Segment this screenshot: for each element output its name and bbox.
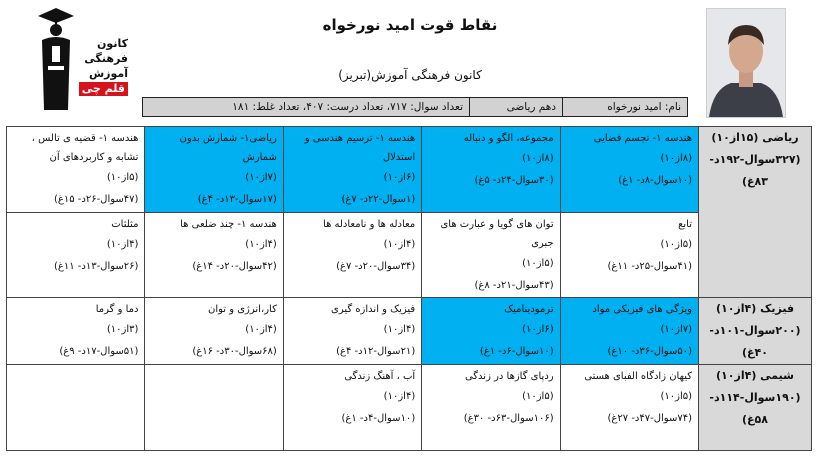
table-row [7,365,812,451]
topic-cell: معادله ها و نامعادله ها (۴از۱۰) (۳۴سوال-۲۰د- ۷غ) [283,213,421,298]
student-info-bar [142,97,688,117]
topic-cell: ترمودینامیک (۶از۱۰) (۱۰سوال-۶د- ۱غ) [422,298,560,365]
student-portrait-icon [707,9,785,117]
topic-cell: هندسه ۱- ترسیم هندسی و استدلال (۶از۱۰) (۱سوال-۲۲د- ۷غ) [283,127,421,213]
topic-cell: کار،انرژی و توان (۴از۱۰) (۶۸سوال-۳۰د- ۱۶غ) [145,298,283,365]
topic-cell: ویژگی های فیزیکی مواد (۷از۱۰) (۵۰سوال-۳۶د- ۱۰غ) [560,298,698,365]
topic-cell: هندسه ۱- چند ضلعی ها (۴از۱۰) (۴۲سوال-۲۰د- ۱۴غ) [145,213,283,298]
topic-cell: هندسه ۱- تجسم فضایی (۸از۱۰) (۱۰سوال-۸د- ۱غ) [560,127,698,213]
topic-cell: ریاضی۱- شمارش بدون شمارش (۷از۱۰) (۱۷سوال-۱۳د- ۴غ) [145,127,283,213]
topic-cell: آب ، آهنگ زندگی (۴از۱۰) (۱۰سوال-۴د- ۱غ) [283,365,421,451]
topic-cell: توان های گویا و عبارت های جبری (۵از۱۰) (۴۳سوال-۲۱د- ۸غ) [422,213,560,298]
topic-cell: مثلثات (۴از۱۰) (۲۶سوال-۱۳د- ۱۱غ) [7,213,145,298]
brand-text: کانون فرهنگی آموزش قلم چی [70,36,128,96]
topic-cell: تابع (۵از۱۰) (۴۱سوال-۲۵د- ۱۱غ) [560,213,698,298]
strengths-table [6,126,812,451]
brand-badge: قلم چی [79,82,128,96]
topic-cell: هندسه ۱- قضیه ی تالس ، تشابه و کاربردهای آن (۵از۱۰) (۴۷سوال-۲۶د- ۱۵غ) [7,127,145,213]
brand-logo [34,6,126,116]
student-stats: تعداد سوال: ۷۱۷، تعداد درست: ۴۰۷، تعداد غلط: ۱۸۱ [232,101,463,113]
topic-cell-empty [145,365,283,451]
page-title: نقاط قوت امید نورخواه [322,16,498,34]
student-name: نام: امید نورخواه [562,98,687,116]
student-photo [706,8,786,118]
page-subtitle: کانون فرهنگی آموزش(تبریز) [338,68,482,82]
topic-cell: مجموعه، الگو و دنباله (۸از۱۰) (۳۰سوال-۲۴د- ۵غ) [422,127,560,213]
subject-cell-chemistry: شیمی (۴از۱۰) (۱۹۰سوال-۱۱۴د- ۵۸غ) [699,365,812,451]
table-row [7,298,812,365]
topic-cell: کیهان زادگاه الفبای هستی (۵از۱۰) (۷۴سوال-۴۷د- ۲۷غ) [560,365,698,451]
subject-cell-math: ریاضی (۱۵از۱۰) (۳۲۷سوال-۱۹۲د- ۸۳غ) [699,127,812,298]
topic-cell: دما و گرما (۳از۱۰) (۵۱سوال-۱۷د- ۹غ) [7,298,145,365]
topic-cell: فیزیک و اندازه گیری (۴از۱۰) (۲۱سوال-۱۲د- ۴غ) [283,298,421,365]
table-row [7,127,812,213]
student-grade: دهم ریاضی [469,98,562,116]
topic-cell: ردپای گازها در زندگی (۵از۱۰) (۱۰۶سوال-۶۳د- ۳۰غ) [422,365,560,451]
table-row [7,213,812,298]
subject-cell-physics: فیزیک (۴از۱۰) (۲۰۰سوال-۱۰۱د- ۴۰غ) [699,298,812,365]
topic-cell-empty [7,365,145,451]
